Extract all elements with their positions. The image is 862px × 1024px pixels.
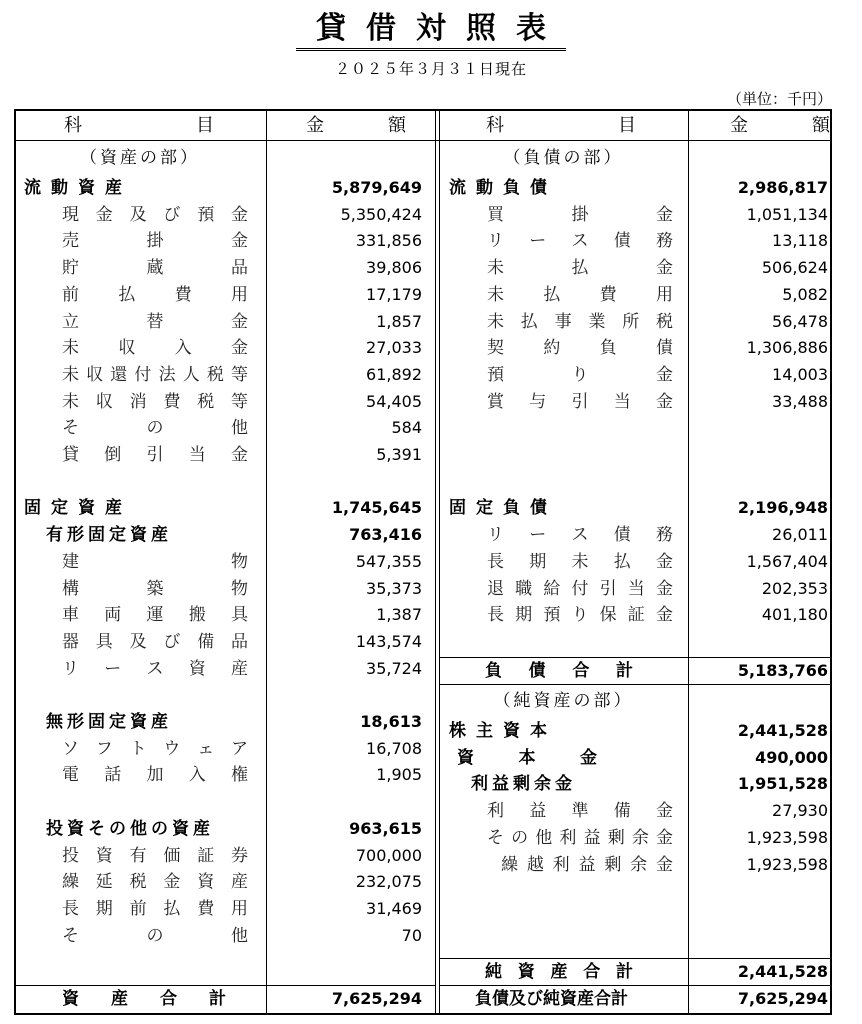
table-row — [439, 798, 832, 824]
row-amount: 1,951,528 — [737, 774, 828, 794]
row-label: 流動負債 — [449, 178, 557, 198]
row-label: 未 払 事 業 所 税 — [487, 311, 673, 332]
row-label: そ の 他 — [62, 418, 248, 439]
row-amount: 1,923,598 — [746, 827, 828, 847]
table-row — [14, 335, 436, 361]
table-row — [14, 495, 436, 521]
table-row — [439, 852, 832, 878]
row-label: 株主資本 — [449, 721, 557, 741]
table-row — [14, 415, 436, 441]
row-amount: 14,003 — [772, 364, 828, 384]
row-amount: 1,306,886 — [746, 338, 828, 358]
row-amount: 202,353 — [761, 578, 828, 598]
row-amount: 26,011 — [772, 525, 828, 545]
row-amount: 39,806 — [366, 258, 422, 278]
table-row — [14, 549, 436, 575]
row-label: 繰 越 利 益 剰 余 金 — [501, 854, 673, 875]
row-amount: 700,000 — [355, 845, 422, 865]
row-label: リ ー ス 資 産 — [62, 658, 248, 679]
row-label: 売 掛 金 — [62, 231, 248, 252]
row-label: 固定負債 — [449, 498, 557, 519]
table-row — [439, 495, 832, 521]
table-row — [14, 522, 436, 548]
row-amount: 506,624 — [761, 258, 828, 278]
row-amount: 1,905 — [376, 765, 422, 785]
table-row — [14, 629, 436, 655]
table-row — [439, 362, 832, 388]
header-rule — [14, 140, 832, 141]
row-amount: 35,724 — [366, 658, 422, 678]
row-amount: 331,856 — [355, 231, 422, 251]
row-amount: 5,082 — [782, 284, 828, 304]
table-row — [439, 282, 832, 308]
table-row — [14, 923, 436, 949]
row-label: 未 払 費 用 — [487, 284, 673, 305]
table-row — [14, 389, 436, 415]
equity-total-label: 純 資 産 合 計 — [485, 962, 633, 982]
row-label: 前 払 費 用 — [62, 284, 248, 305]
row-amount: 963,615 — [349, 818, 422, 838]
subject-header: 科 目 — [64, 115, 214, 136]
row-label: 長 期 未 払 金 — [487, 551, 673, 572]
table-row — [439, 825, 832, 851]
row-amount: 33,488 — [772, 391, 828, 411]
row-label: 固定資産 — [24, 498, 132, 519]
row-amount: 2,441,528 — [737, 721, 828, 740]
row-amount: 1,923,598 — [746, 854, 828, 874]
subject-header: 科 目 — [486, 115, 636, 136]
row-label: 有形固定資産 — [46, 525, 172, 546]
row-label: 長 期 前 払 費 用 — [62, 898, 248, 919]
row-label: 投 資 有 価 証 券 — [62, 845, 248, 866]
row-amount: 1,745,645 — [331, 498, 422, 518]
row-amount: 54,405 — [366, 391, 422, 411]
row-label: 契 約 負 債 — [487, 338, 673, 359]
row-amount: 401,180 — [761, 605, 828, 625]
row-label: リ ー ス 債 務 — [487, 231, 673, 252]
table-row — [14, 576, 436, 602]
table-row — [439, 745, 832, 771]
row-amount: 27,930 — [772, 801, 828, 821]
row-label: 資 本 金 — [457, 747, 597, 768]
row-amount: 31,469 — [366, 898, 422, 918]
table-row — [439, 228, 832, 254]
row-label: そ の 他 — [62, 925, 248, 946]
row-amount: 13,118 — [772, 231, 828, 251]
table-row — [439, 175, 832, 201]
row-amount: 584 — [391, 418, 422, 438]
table-row — [439, 389, 832, 415]
row-label: 利 益 準 備 金 — [487, 801, 673, 822]
assets-total-label: 資 産 合 計 — [62, 989, 226, 1009]
row-label: 立 替 金 — [62, 311, 248, 332]
as-of-date: ２０２５年３月３１日現在 — [334, 60, 527, 78]
row-label: 賞 与 引 当 金 — [487, 391, 673, 412]
row-label: そ の 他 利 益 剰 余 金 — [487, 827, 673, 848]
table-row — [14, 175, 436, 201]
row-amount: 232,075 — [355, 872, 422, 892]
table-row — [14, 602, 436, 628]
table-row — [14, 709, 436, 735]
row-label: 繰 延 税 金 資 産 — [62, 872, 248, 893]
row-label: 未 収 還 付 法 人 税 等 — [62, 364, 248, 385]
row-amount: 1,387 — [376, 605, 422, 625]
table-row — [439, 309, 832, 335]
table-row — [14, 202, 436, 228]
row-label: 器 具 及 び 備 品 — [62, 631, 248, 652]
grand-total-amount: 7,625,294 — [737, 989, 828, 1008]
equity-total-amount: 2,441,528 — [737, 962, 828, 981]
row-amount: 5,879,649 — [331, 178, 422, 197]
row-amount: 143,574 — [355, 631, 422, 651]
row-label: 電 話 加 入 権 — [62, 765, 248, 786]
row-amount: 490,000 — [755, 747, 828, 767]
row-label: 未 収 消 費 税 等 — [62, 391, 248, 412]
row-label: 現 金 及 び 預 金 — [62, 204, 248, 225]
row-amount: 56,478 — [772, 311, 828, 331]
unit-label: （単位：千円） — [726, 90, 832, 108]
row-amount: 70 — [401, 925, 422, 945]
row-label: 建 物 — [62, 551, 248, 572]
row-label: 構 築 物 — [62, 578, 248, 599]
row-label: 買 掛 金 — [487, 204, 673, 225]
table-row — [439, 202, 832, 228]
assets-total-amount: 7,625,294 — [331, 989, 422, 1008]
row-amount: 763,416 — [349, 525, 422, 545]
table-row — [14, 656, 436, 682]
table-row — [14, 762, 436, 788]
liabilities-total-row — [439, 658, 832, 684]
table-row — [439, 576, 832, 602]
table-row — [14, 442, 436, 468]
row-label: ソ フ ト ウ ェ ア — [62, 738, 248, 759]
row-amount: 27,033 — [366, 338, 422, 358]
equity-total-row — [439, 959, 832, 985]
grand-total-row — [439, 986, 832, 1012]
row-amount: 1,567,404 — [746, 551, 828, 571]
row-amount: 16,708 — [366, 738, 422, 758]
row-label: 投資その他の資産 — [46, 818, 214, 839]
amount-header: 金 額 — [306, 115, 406, 136]
row-label: 預 り 金 — [487, 364, 673, 385]
table-row — [14, 255, 436, 281]
row-amount: 1,051,134 — [746, 204, 828, 224]
row-label: 利益剰余金 — [471, 774, 576, 795]
row-label: 貸 倒 引 当 金 — [62, 445, 248, 465]
row-label: 無形固定資産 — [46, 712, 172, 732]
row-amount: 547,355 — [355, 551, 422, 571]
liability-total-rule — [439, 684, 832, 685]
row-amount: 2,196,948 — [737, 498, 828, 518]
table-row — [439, 522, 832, 548]
table-row — [14, 362, 436, 388]
row-label: 流動資産 — [24, 178, 132, 198]
row-label: 未 収 入 金 — [62, 338, 248, 359]
table-row — [14, 816, 436, 842]
row-amount: 17,179 — [366, 284, 422, 304]
table-row — [14, 309, 436, 335]
row-label: 長 期 預 り 保 証 金 — [487, 605, 673, 626]
row-amount: 61,892 — [366, 364, 422, 384]
table-row — [439, 255, 832, 281]
document-title: 貸借対照表 — [0, 10, 862, 51]
assets-part-label: （資産の部） — [80, 148, 200, 168]
row-amount: 1,857 — [376, 311, 422, 331]
amount-header: 金 額 — [730, 115, 830, 136]
liabilities-part-label: （負債の部） — [503, 148, 624, 168]
row-label: 未 払 金 — [487, 258, 673, 279]
table-row — [14, 736, 436, 762]
grand-total-label: 負債及び純資産合計 — [475, 989, 628, 1009]
row-label: 貯 蔵 品 — [62, 258, 248, 279]
equity-part-label: （純資産の部） — [493, 691, 634, 711]
liabilities-total-label: 負 債 合 計 — [485, 661, 633, 681]
row-amount: 2,986,817 — [737, 178, 828, 197]
table-row — [14, 843, 436, 869]
table-row — [439, 602, 832, 628]
table-row — [14, 282, 436, 308]
row-amount: 35,373 — [366, 578, 422, 598]
row-label: 退 職 給 付 引 当 金 — [487, 578, 673, 599]
table-row — [439, 718, 832, 744]
table-row — [439, 549, 832, 575]
table-row — [14, 228, 436, 254]
table-row — [439, 771, 832, 797]
row-label: リ ー ス 債 務 — [487, 525, 673, 546]
table-row — [439, 335, 832, 361]
table-row — [14, 896, 436, 922]
liabilities-total-amount: 5,183,766 — [737, 661, 828, 680]
row-amount: 18,613 — [360, 712, 422, 731]
table-row — [14, 869, 436, 895]
assets-total-row — [14, 986, 436, 1012]
row-amount: 5,350,424 — [340, 204, 422, 224]
row-label: 車 両 運 搬 具 — [62, 605, 248, 626]
row-amount: 5,391 — [376, 445, 422, 464]
